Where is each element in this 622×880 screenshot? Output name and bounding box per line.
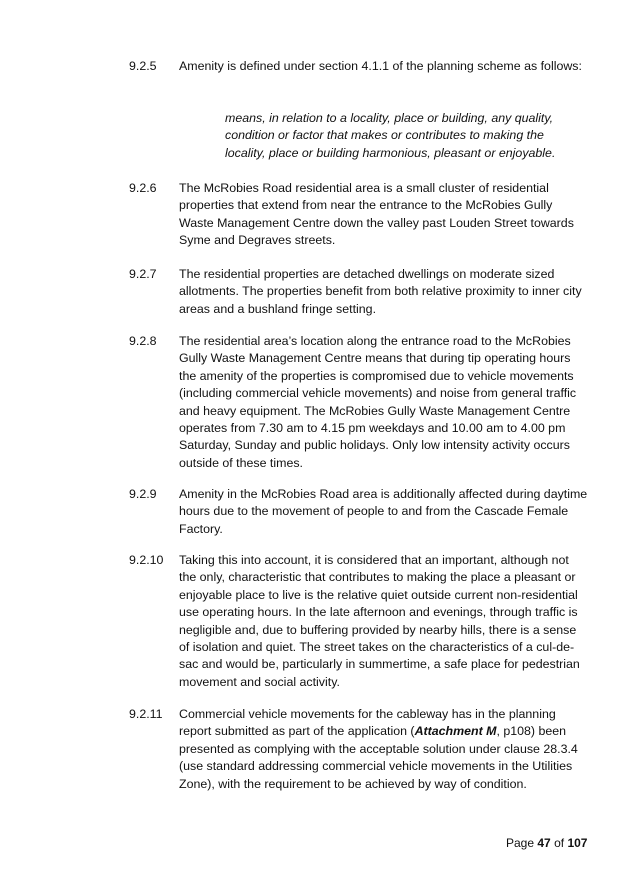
paragraph-text: Taking this into account, it is considered that an important, although not the only, characteristic that contributes to making the place a pleasant or enjoyable place to live is the relative quiet outside current non-residential use operating hours. In the late afternoon and evenings, through traffic is negligible and, due to buffering provided by nearby hills, there is a sense of isolation and quiet. The street takes on the characteristics of a cul-de-sac and would be, particularly in summertime, a safe place for pedestrian movement and social activity. [179, 553, 580, 689]
page-total: 107 [567, 836, 588, 850]
attachment-reference: Attachment M [414, 724, 497, 739]
page-number: 47 [537, 836, 551, 850]
paragraph-9-2-7 [129, 266, 589, 318]
paragraph-number: 9.2.7 [129, 267, 157, 281]
paragraph-number: 9.2.6 [129, 181, 157, 195]
paragraph-text-after: , p108) been presented as complying with the acceptable solution under clause 28.3.4 (use standard addressing commercial vehicle movements in the Utilities Zone), with the requirement to be achieved by way of condition. [179, 724, 578, 791]
paragraph-text-before: Commercial vehicle movements for the cableway has in the planning report submitted as part of the application ( [179, 707, 556, 739]
paragraph-number: 9.2.11 [129, 707, 163, 721]
paragraph-number: 9.2.10 [129, 553, 164, 567]
paragraph-text [179, 706, 589, 793]
paragraph-text: Amenity in the McRobies Road area is additionally affected during daytime hours due to the movement of people to and from the Cascade Female Factory. [179, 487, 588, 536]
paragraph-text: The McRobies Road residential area is a small cluster of residential properties that extend from near the entrance to the McRobies Gully Waste Management Centre down the valley past Louden Street towards Syme and Degraves streets. [179, 181, 574, 248]
page-label: Page [506, 836, 535, 850]
paragraph-text: The residential area’s location along the entrance road to the McRobies Gully Waste Management Centre means that during tip operating hours the amenity of the properties is compromised due to vehicle movements (including commercial vehicle movements) and noise from general traffic and heavy equipment. The McRobies Gully Waste Management Centre operates from 7.30 am to 4.15 pm weekdays and 10.00 am to 4.00 pm Saturday, Sunday and public holidays. Only low intensity activity occurs outside of these times. [179, 334, 577, 470]
paragraph-9-2-9 [129, 486, 589, 538]
paragraph-9-2-6 [129, 180, 589, 250]
paragraph-9-2-11 [129, 706, 589, 793]
paragraph-9-2-5 [129, 58, 589, 75]
paragraph-text: The residential properties are detached dwellings on moderate sized allotments. The properties benefit from both relative proximity to inner city areas and a bushland fringe setting. [179, 267, 582, 316]
paragraph-9-2-8 [129, 333, 589, 472]
of-label: of [554, 836, 565, 850]
definition-quote: means, in relation to a locality, place or building, any quality, condition or factor that makes or contributes to making the locality, place or building harmonious, pleasant or enjoyable. [225, 111, 556, 160]
paragraph-9-2-10 [129, 552, 589, 691]
paragraph-text: Amenity is defined under section 4.1.1 of the planning scheme as follows: [179, 59, 582, 73]
paragraph-number: 9.2.5 [129, 59, 157, 73]
paragraph-number: 9.2.8 [129, 334, 157, 348]
page-footer [506, 835, 587, 852]
paragraph-number: 9.2.9 [129, 487, 157, 501]
